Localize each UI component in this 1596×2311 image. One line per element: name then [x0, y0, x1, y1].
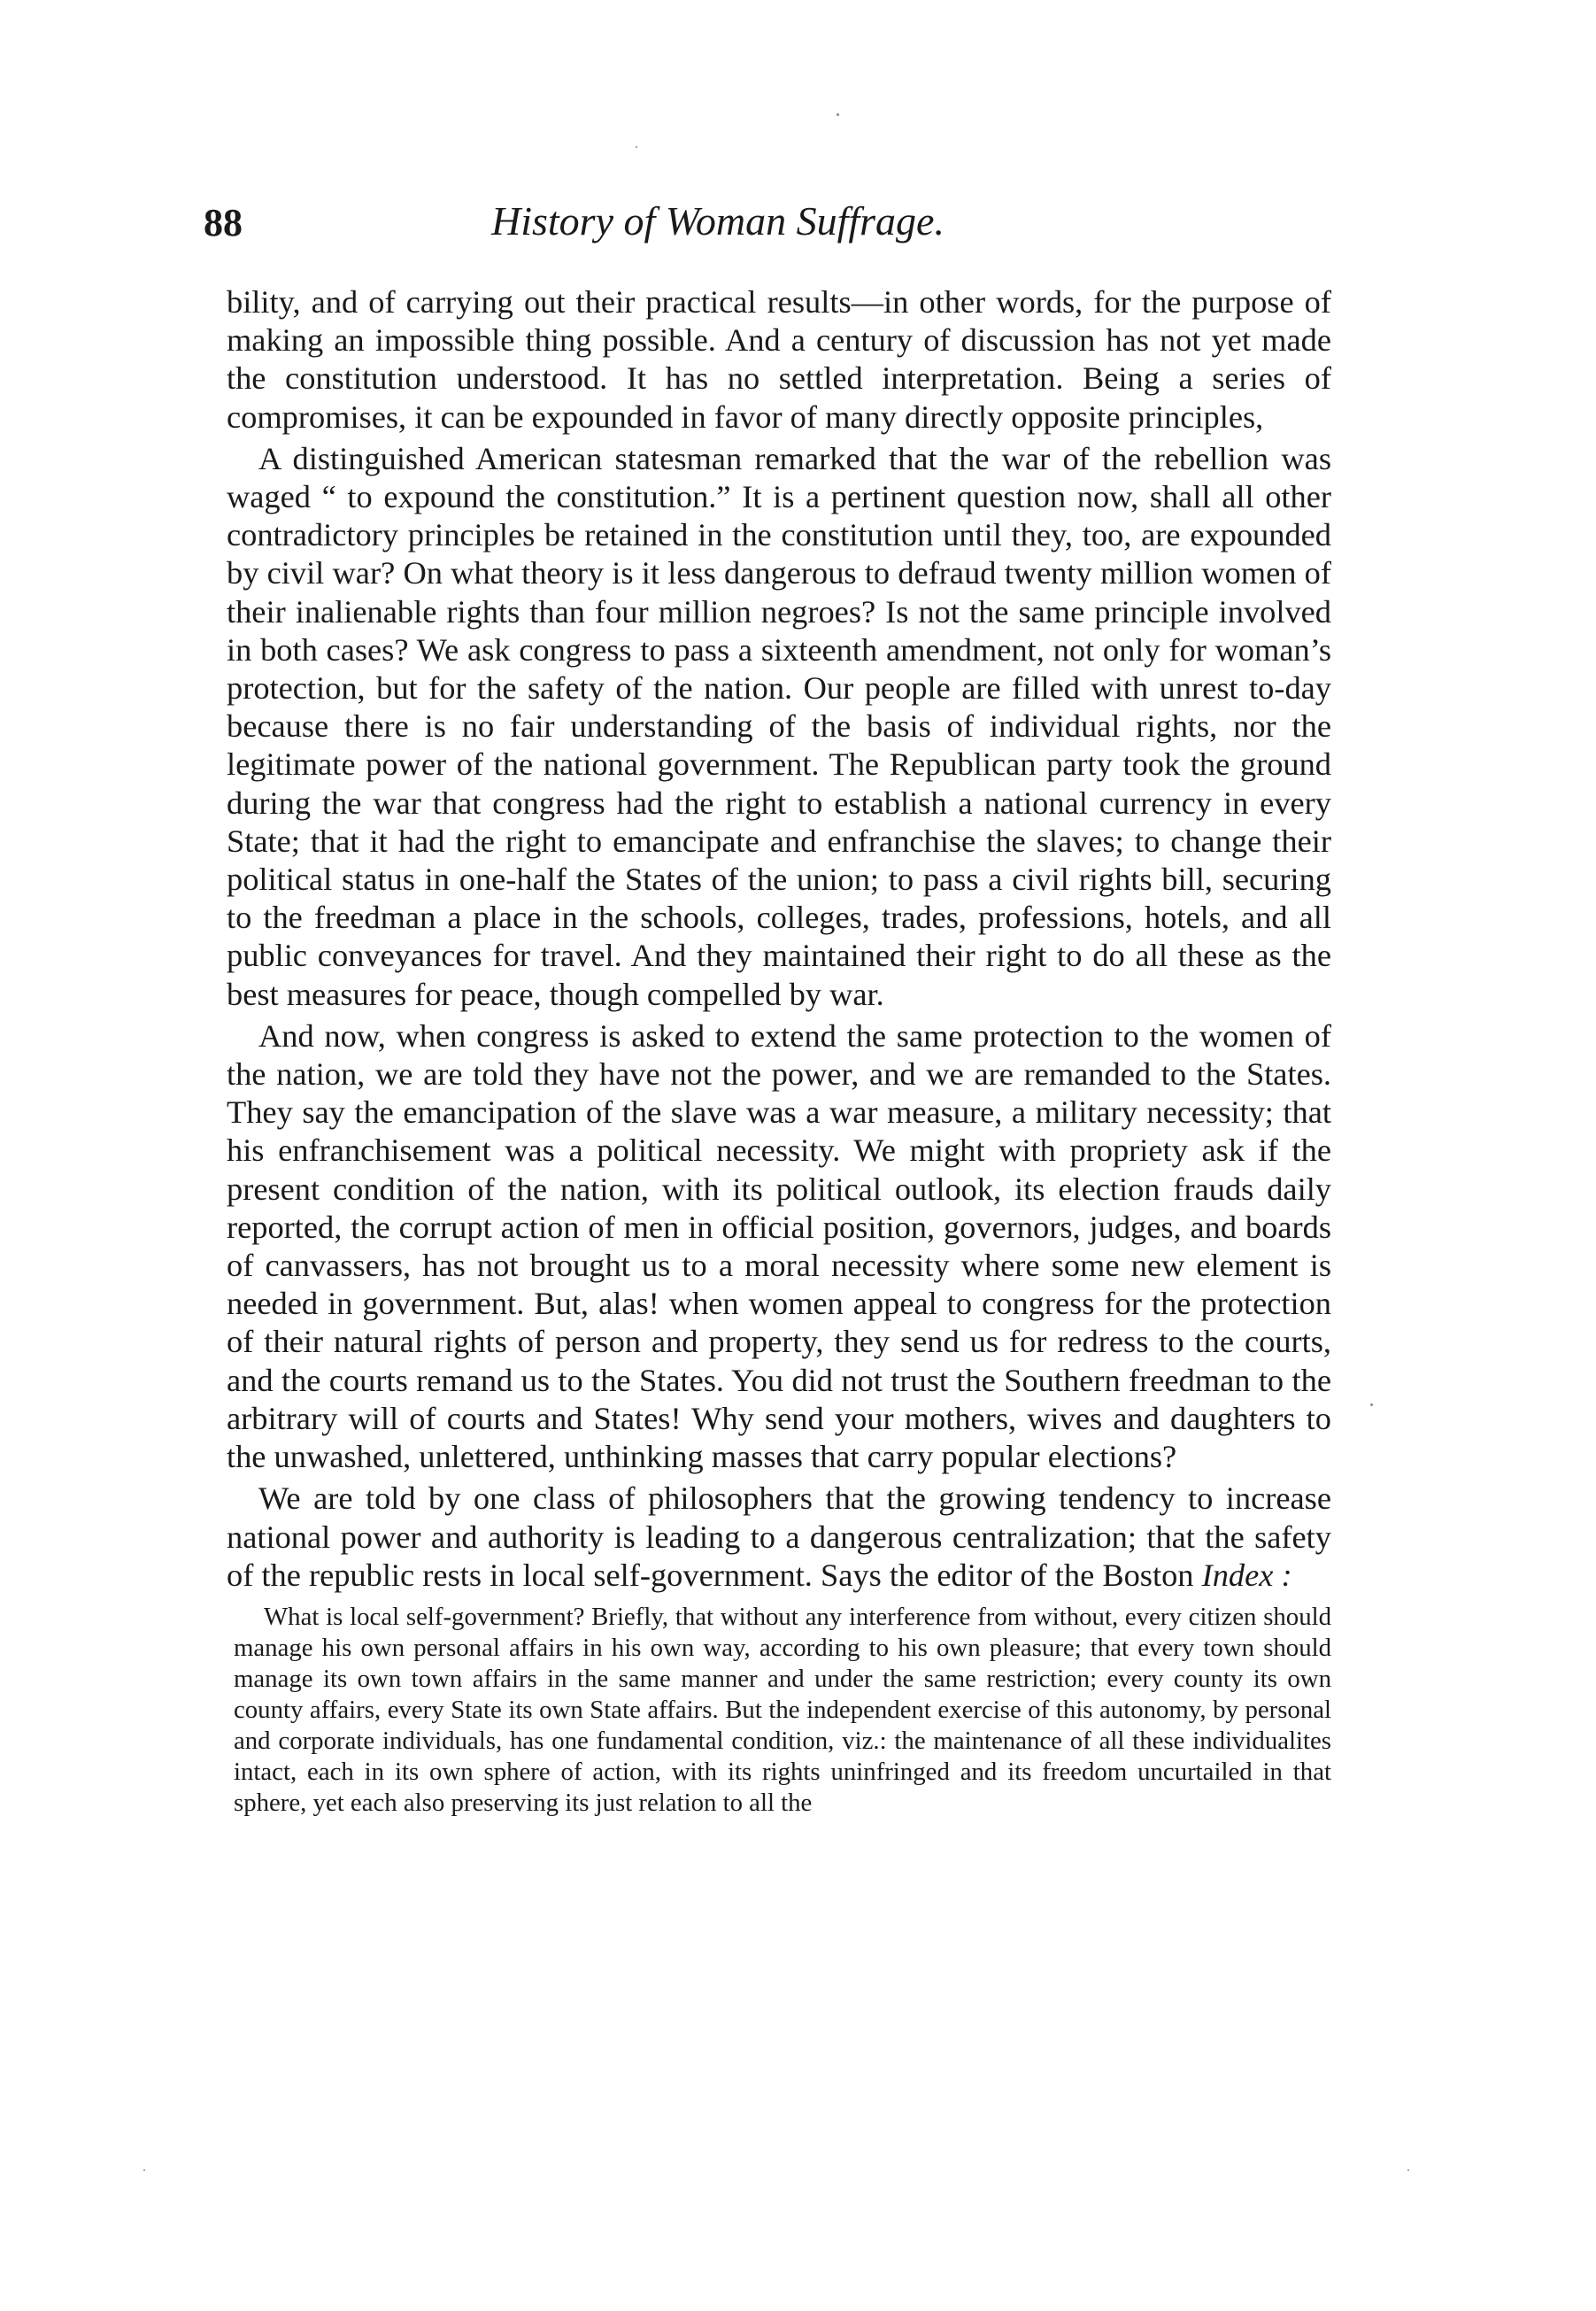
page-header: [204, 175, 1124, 255]
paragraph-4-text: We are told by one class of philosophers that the growing tendency to increase national power and authority is leading to a dangerous centralization; that the safety of the republic rests in local self-government. Says the editor of the Boston: [227, 1480, 1331, 1593]
paragraph-1: bility, and of carrying out their practical results—in other words, for the purpose of making an impossible thing possible. And a century of discussion has not yet made the constitution understood. It has no settled interpretation. Being a series of compromises, it can be expounded in favor of many directly opposite principles,: [227, 284, 1331, 435]
running-title: History of Woman Suffrage.: [491, 198, 944, 243]
paragraph-4: [227, 1480, 1331, 1595]
block-quote: [234, 1602, 1331, 1819]
scan-speck: [837, 113, 839, 116]
paragraph-2: A distinguished American statesman remarked that the war of the rebellion was waged “ to expound the constitution.” It is a pertinent question now, shall all other contradictory principles be retained in the constitution until they, too, are expounded by civil war? On what theory is it less dangerous to defraud twenty million women of their inalienable rights than four million negroes? Is not the same principle involved in both cases? We ask congress to pass a sixteenth amendment, not only for woman’s protection, but for the safety of the nation. Our people are filled with unrest to-day because there is no fair understanding of the basis of individual rights, nor the legitimate power of the national government. The Republican party took the ground during the war that congress had the right to establish a national currency in every State; that it had the right to emancipate and enfranchise the slaves; to change their political status in one-half the States of the union; to pass a civil rights bill, securing to the freedman a place in the schools, colleges, trades, professions, hotels, and all public conveyances for travel. And they maintained their right to do all these as the best measures for peace, though compelled by war.: [227, 440, 1331, 1012]
scan-speck: [1370, 1403, 1373, 1406]
page-number: 88: [204, 201, 243, 244]
index-title-ref: Index :: [1201, 1557, 1292, 1593]
scan-speck: [143, 2169, 145, 2171]
paragraph-3: And now, when congress is asked to extend the same protection to the women of the nation, we are told they have not the power, and we are remanded to the States. They say the emancipation of the slave was a war measure, a military necessity; that his enfranchisement was a political necessity. We might with propriety ask if the present condition of the nation, with its political outlook, its election frauds daily reported, the corrupt action of men in official position, governors, judges, and boards of canvassers, has not brought us to a moral necessity where some new element is needed in government. But, alas! when women appeal to congress for the protection of their natural rights of person and property, they send us for redress to the courts, and the courts remand us to the States. You did not trust the Southern freedman to the arbitrary will of courts and States! Why send your mothers, wives and daughters to the unwashed, unlettered, unthinking masses that carry popular elections?: [227, 1017, 1331, 1475]
scan-speck: [1407, 2169, 1409, 2171]
scan-speck: [636, 146, 637, 148]
body-text: [227, 283, 1331, 1819]
block-quote-text: What is local self-government? Briefly, that without any interference from without, every citizen should manage his own personal affairs in his own way, according to his own pleasure; that every town should manage its own town affairs in the same manner and under the same restriction; every county its own county affairs, every State its own State affairs. But the independent exercise of this autonomy, by personal and corporate individuals, has one fundamental condition, viz.: the maintenance of all these individualites intact, each in its own sphere of action, with its rights uninfringed and its freedom uncurtailed in that sphere, yet each also preserving its just relation to all the: [234, 1602, 1331, 1817]
